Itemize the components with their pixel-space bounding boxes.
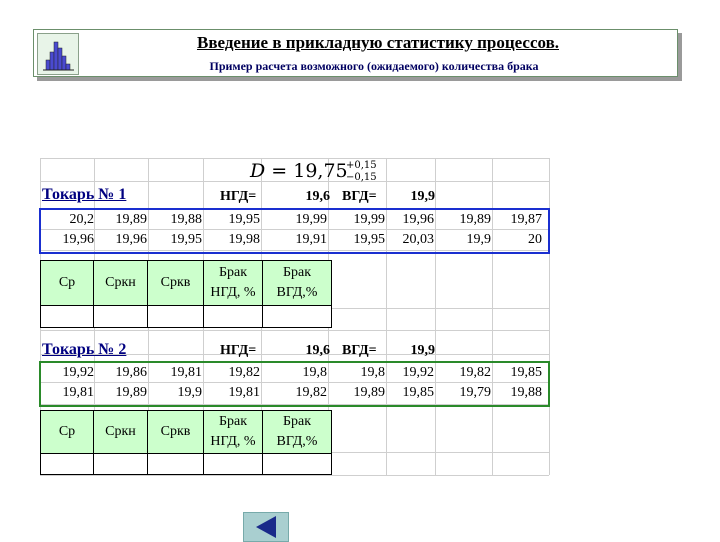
turner2-measurement-value: 19,81 [62, 385, 94, 400]
formula-value: = 19,75 [271, 160, 348, 182]
turner1-measurement-value: 19,89 [115, 212, 147, 227]
col-brak-ngd [204, 261, 263, 306]
col-brak-ngd [204, 411, 263, 454]
turner2-measurement-value: 19,8 [360, 365, 385, 380]
turner2-measurement-value: 19,86 [115, 365, 147, 380]
brak-vgd-line1: Брак [282, 414, 312, 429]
turner2-measurement-value: 19,9 [177, 385, 202, 400]
col-srkv: Сркв [148, 261, 204, 306]
turner1-measurement-value: 19,95 [170, 232, 202, 247]
grid-hline [40, 330, 549, 331]
turner1-measurement-value: 19,91 [295, 232, 327, 247]
turner2-measurement-value: 19,81 [170, 365, 202, 380]
turner1-measurement-value: 20,2 [69, 212, 94, 227]
turner2-measurement-value: 19,82 [228, 365, 260, 380]
turner2-measurement-value: 19,8 [302, 365, 327, 380]
col-srkn: Сркн [94, 261, 148, 306]
turner1-title: Токарь № 1 [42, 186, 127, 203]
turner1-vgd-value: 19,9 [410, 189, 435, 204]
turner2-measurement-value: 19,85 [510, 365, 542, 380]
turner2-measurement-value: 19,89 [115, 385, 147, 400]
turner1-measurement-value: 19,98 [228, 232, 260, 247]
turner2-measurement-value: 19,79 [459, 385, 491, 400]
turner1-measurement-value: 19,89 [459, 212, 491, 227]
grid-vline [549, 158, 550, 475]
col-srkn: Сркн [94, 411, 148, 454]
histogram-icon [37, 33, 79, 75]
turner2-measurement-value: 19,85 [402, 385, 434, 400]
turner1-measurement-value: 19,95 [353, 232, 385, 247]
header-banner [33, 29, 678, 77]
turner1-results-header [40, 260, 332, 328]
turner1-vgd-label: ВГД= [342, 189, 377, 204]
brak-vgd-line2: ВГД,% [276, 285, 318, 300]
col-sr: Ср [41, 261, 94, 306]
turner2-results-header [40, 410, 332, 475]
grid-vline [492, 158, 493, 475]
turner1-measurement-value: 19,87 [510, 212, 542, 227]
turner1-ngd-value: 19,6 [305, 189, 330, 204]
turner1-measurement-value: 19,99 [295, 212, 327, 227]
tolerance-lower: −0,15 [346, 172, 377, 183]
turner2-measurement-value: 19,92 [62, 365, 94, 380]
turner2-measurement-value: 19,81 [228, 385, 260, 400]
turner1-measurement-value: 19,99 [353, 212, 385, 227]
turner2-ngd-value: 19,6 [305, 343, 330, 358]
grid-vline [435, 158, 436, 475]
col-srkv: Сркв [148, 411, 204, 454]
brak-vgd-line1: Брак [282, 265, 312, 280]
tolerance-upper: +0,15 [346, 160, 377, 171]
page-title: Введение в прикладную статистику процессов. [196, 33, 559, 52]
brak-vgd-line2: ВГД,% [276, 434, 318, 449]
col-brak-vgd [263, 411, 332, 454]
turner1-measurement-value: 20,03 [402, 232, 434, 247]
turner2-measurement-value: 19,88 [510, 385, 542, 400]
formula-variable: D [250, 160, 266, 182]
formula-tolerance [346, 160, 377, 184]
turner2-measurement-value: 19,89 [353, 385, 385, 400]
turner2-measurements [39, 361, 550, 407]
turner1-measurement-value: 20 [528, 232, 542, 247]
grid-hline [40, 475, 549, 476]
turner1-measurement-value: 19,9 [466, 232, 491, 247]
grid-hline [40, 158, 549, 159]
turner2-title: Токарь № 2 [42, 341, 127, 358]
turner1-measurement-value: 19,88 [170, 212, 202, 227]
turner2-measurement-value: 19,92 [402, 365, 434, 380]
turner1-measurement-value: 19,96 [402, 212, 434, 227]
col-brak-vgd [263, 261, 332, 306]
formula [250, 160, 348, 182]
turner2-vgd-label: ВГД= [342, 343, 377, 358]
turner2-vgd-value: 19,9 [410, 343, 435, 358]
brak-ngd-line2: НГД, % [210, 434, 256, 449]
turner1-ngd-label: НГД= [220, 189, 257, 204]
brak-ngd-line2: НГД, % [210, 285, 256, 300]
col-sr: Ср [41, 411, 94, 454]
brak-ngd-line1: Брак [218, 414, 248, 429]
turner1-measurement-value: 19,95 [228, 212, 260, 227]
turner2-measurement-value: 19,82 [459, 365, 491, 380]
back-button[interactable] [243, 512, 289, 542]
turner2-ngd-label: НГД= [220, 343, 257, 358]
page-subtitle: Пример расчета возможного (ожидаемого) количества брака [209, 59, 539, 73]
turner1-measurement-value: 19,96 [62, 232, 94, 247]
triangle-left-icon [244, 513, 288, 541]
brak-ngd-line1: Брак [218, 265, 248, 280]
turner2-measurement-value: 19,82 [295, 385, 327, 400]
turner1-measurement-value: 19,96 [115, 232, 147, 247]
turner1-measurements [39, 208, 550, 254]
